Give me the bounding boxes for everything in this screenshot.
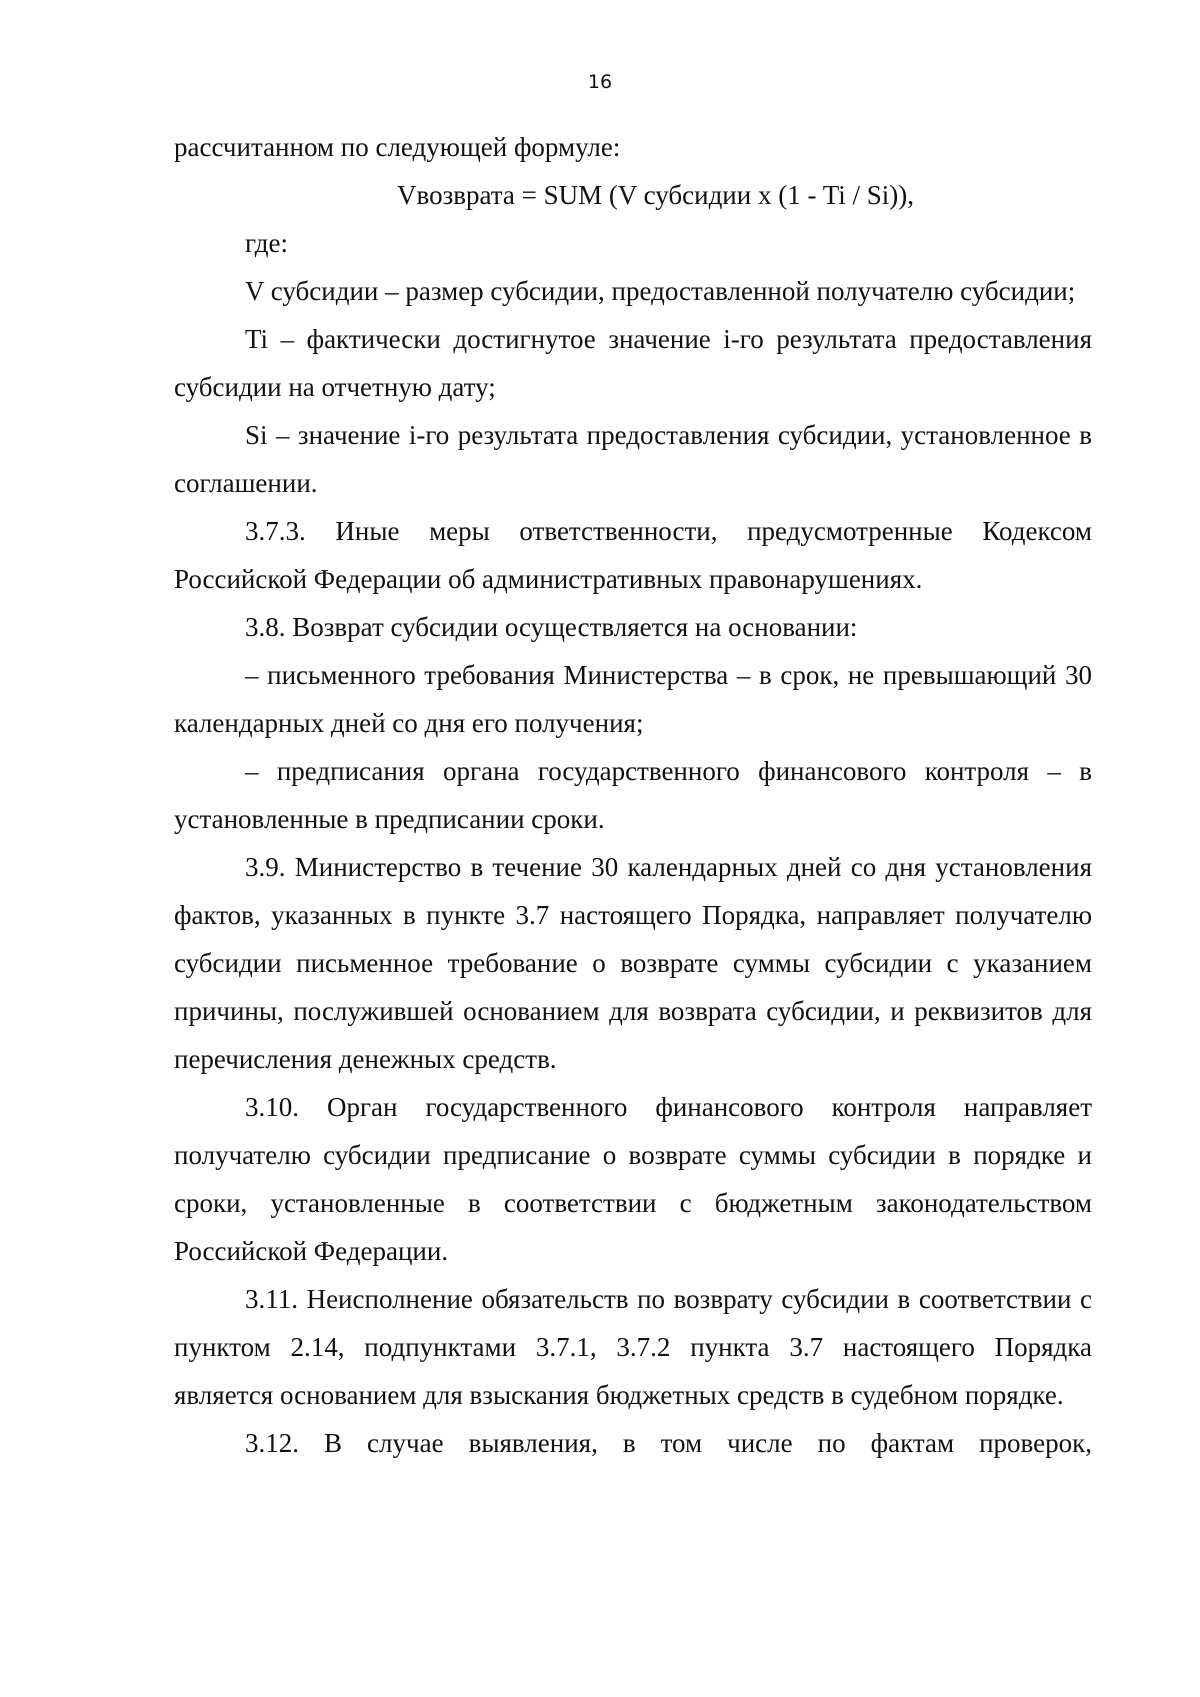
document-body <box>174 123 1092 1467</box>
paragraph-control-prescription: – предписания органа государственного финансового контроля – в установленные в предписании сроки. <box>174 756 1092 834</box>
paragraph-formula-intro: рассчитанном по следующей формуле: <box>174 132 621 162</box>
paragraph-3-12: 3.12. В случае выявления, в том числе по фактам проверок, <box>245 1428 1092 1458</box>
paragraph-ti-definition: Ti – фактически достигнутое значение i-го результата предоставления субсидии на отчетную дату; <box>174 324 1092 402</box>
refund-formula: Vвозврата = SUM (V субсидии x (1 - Ti / Si)), <box>397 180 914 210</box>
paragraph-3-7-3: 3.7.3. Иные меры ответственности, предусмотренные Кодексом Российской Федерации об административных правонарушениях. <box>174 516 1092 594</box>
paragraph-v-subsidy-definition: V субсидии – размер субсидии, предоставленной получателю субсидии; <box>245 276 1076 306</box>
paragraph-si-definition: Si – значение i-го результата предоставления субсидии, установленное в соглашении. <box>174 420 1092 498</box>
page-number: 16 <box>587 71 613 93</box>
paragraph-3-9: 3.9. Министерство в течение 30 календарных дней со дня установления фактов, указанных в пункте 3.7 настоящего Порядка, направляет получателю субсидии письменное требование о возврате суммы субсидии с указанием причины, послужившей основанием для возврата субсидии, и реквизитов для перечисления денежных средств. <box>174 852 1092 1074</box>
paragraph-ministry-requirement: – письменного требования Министерства – в срок, не превышающий 30 календарных дней со дня его получения; <box>174 660 1092 738</box>
paragraph-3-10: 3.10. Орган государственного финансового контроля направляет получателю субсидии предписание о возврате суммы субсидии в порядке и сроки, установленные в соответствии с бюджетным законодательством Российской Федерации. <box>174 1092 1092 1266</box>
paragraph-3-11: 3.11. Неисполнение обязательств по возврату субсидии в соответствии с пунктом 2.14, подпунктами 3.7.1, 3.7.2 пункта 3.7 настоящего Порядка является основанием для взыскания бюджетных средств в судебном порядке. <box>174 1284 1092 1410</box>
paragraph-where: где: <box>245 228 288 258</box>
paragraph-3-8: 3.8. Возврат субсидии осуществляется на основании: <box>245 612 858 642</box>
